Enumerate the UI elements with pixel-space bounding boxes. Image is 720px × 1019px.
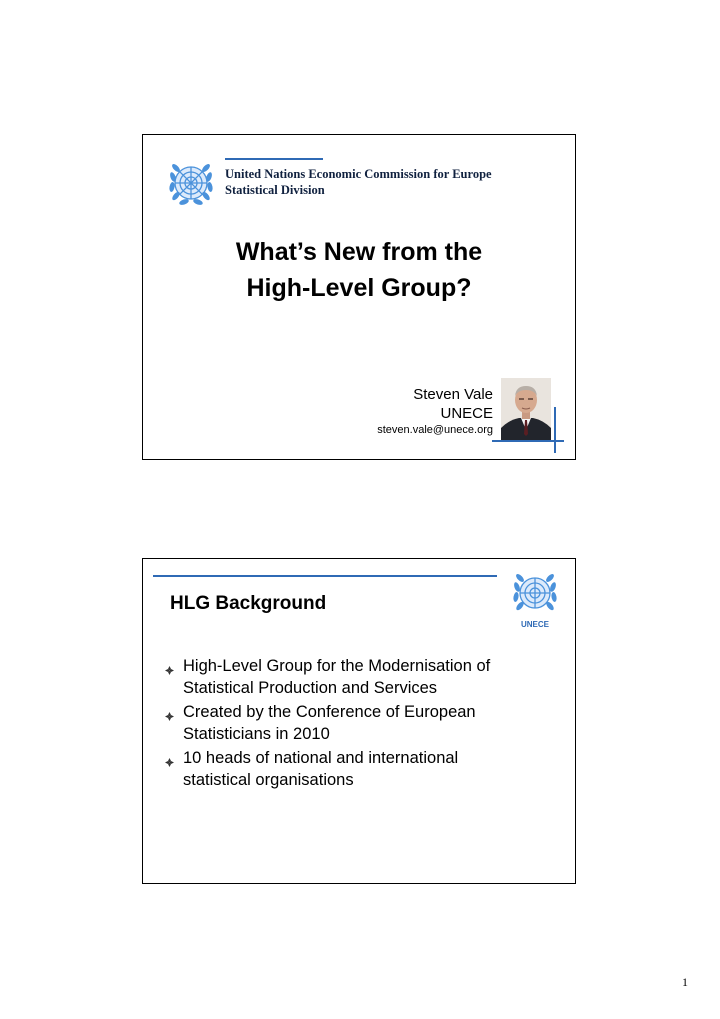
diamond-bullet-icon: [165, 751, 174, 760]
corner-accent-horizontal: [492, 440, 564, 442]
slide-title: [143, 234, 575, 306]
presenter-org: UNECE: [440, 405, 493, 422]
diamond-bullet-icon: [165, 705, 174, 714]
organization-name: [225, 166, 492, 198]
list-item-line-2: Statisticians in 2010: [183, 725, 330, 743]
presenter-photo: [501, 378, 551, 440]
list-item: [165, 655, 565, 699]
presenter-name: Steven Vale: [413, 386, 493, 403]
bullet-list: [165, 655, 565, 793]
organization-line-2: Statistical Division: [225, 183, 325, 197]
accent-line: [225, 158, 323, 160]
un-emblem-icon: [165, 157, 217, 209]
list-item-line-1: Created by the Conference of European: [183, 703, 476, 721]
slide-title-line-1: What’s New from the: [235, 238, 483, 266]
corner-accent-vertical: [554, 407, 556, 453]
list-item-line-2: statistical organisations: [183, 771, 354, 789]
list-item-line-2: Statistical Production and Services: [183, 679, 438, 697]
organization-line-1: United Nations Economic Commission for Europe: [225, 167, 492, 181]
unece-emblem-icon: [507, 567, 563, 631]
list-item-line-1: High-Level Group for the Modernisation of: [183, 657, 491, 675]
unece-logo-label: UNECE: [520, 620, 550, 629]
presenter-block: [413, 385, 493, 423]
title-slide: [142, 134, 576, 460]
page-number: 1: [682, 975, 688, 989]
diamond-bullet-icon: [165, 659, 174, 668]
list-item: [165, 747, 565, 791]
slide-title: HLG Background: [170, 593, 327, 614]
slide-title-line-2: High-Level Group?: [246, 274, 472, 302]
presenter-email: steven.vale@unece.org: [377, 424, 493, 436]
content-slide: [142, 558, 576, 884]
list-item-line-1: 10 heads of national and international: [183, 749, 459, 767]
accent-line: [153, 575, 497, 577]
list-item: [165, 701, 565, 745]
